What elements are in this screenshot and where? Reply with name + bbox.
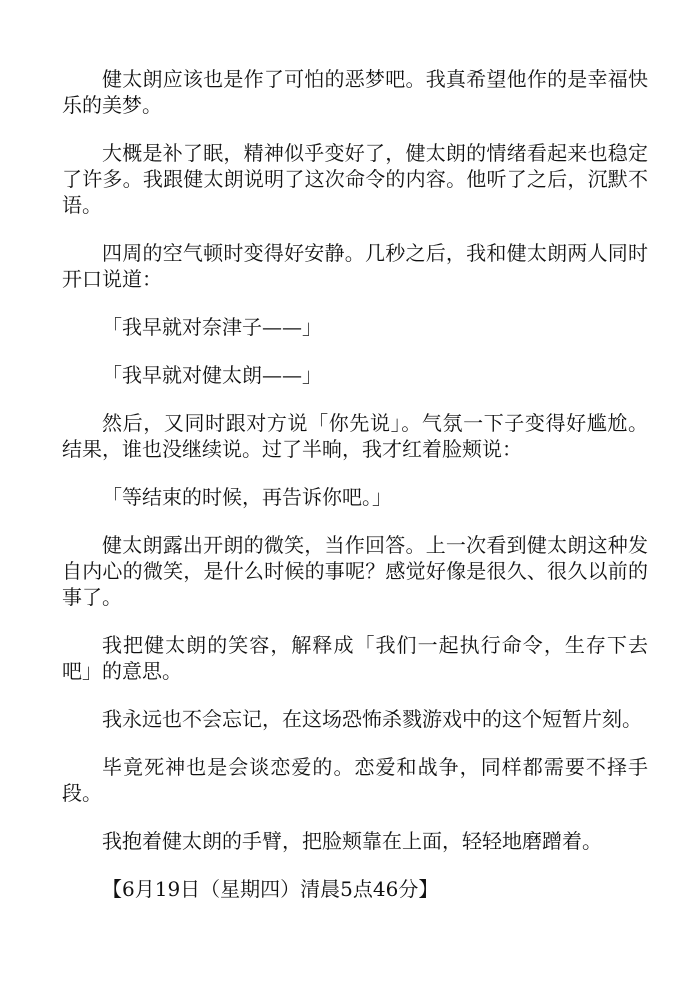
paragraph-9: 我把健太朗的笑容，解释成「我们一起执行命令，生存下去吧」的意思。 xyxy=(62,633,648,683)
paragraph-11: 毕竟死神也是会谈恋爱的。恋爱和战争，同样都需要不择手段。 xyxy=(62,755,648,805)
paragraph-12: 我抱着健太朗的手臂，把脸颊靠在上面，轻轻地磨蹭着。 xyxy=(102,829,602,853)
paragraph-3: 四周的空气顿时变得好安静。几秒之后，我和健太朗两人同时开口说道： xyxy=(62,241,648,291)
paragraph-2: 大概是补了眠，精神似乎变好了，健太朗的情绪看起来也稳定了许多。我跟健太朗说明了这次命令的内容。他听了之后，沉默不语。 xyxy=(62,141,648,217)
paragraph-8: 健太朗露出开朗的微笑，当作回答。上一次看到健太朗这种发自内心的微笑，是什么时候的事呢？感觉好像是很久、很久以前的事了。 xyxy=(62,533,648,609)
section-heading: 【6月19日（星期四）清晨5点46分】 xyxy=(102,877,439,901)
dialog-line-2: 「我早就对健太朗——」 xyxy=(102,363,322,387)
document-page xyxy=(62,66,648,924)
dialog-line-1: 「我早就对奈津子——」 xyxy=(102,315,322,339)
dialog-line-3: 「等结束的时候，再告诉你吧。」 xyxy=(102,485,392,509)
paragraph-6: 然后，又同时跟对方说「你先说」。气氛一下子变得好尴尬。结果，谁也没继续说。过了半晌，我才红着脸颊说： xyxy=(62,411,648,461)
paragraph-10: 我永远也不会忘记，在这场恐怖杀戮游戏中的这个短暂片刻。 xyxy=(102,707,642,731)
paragraph-1: 健太朗应该也是作了可怕的恶梦吧。我真希望他作的是幸福快乐的美梦。 xyxy=(62,67,648,117)
